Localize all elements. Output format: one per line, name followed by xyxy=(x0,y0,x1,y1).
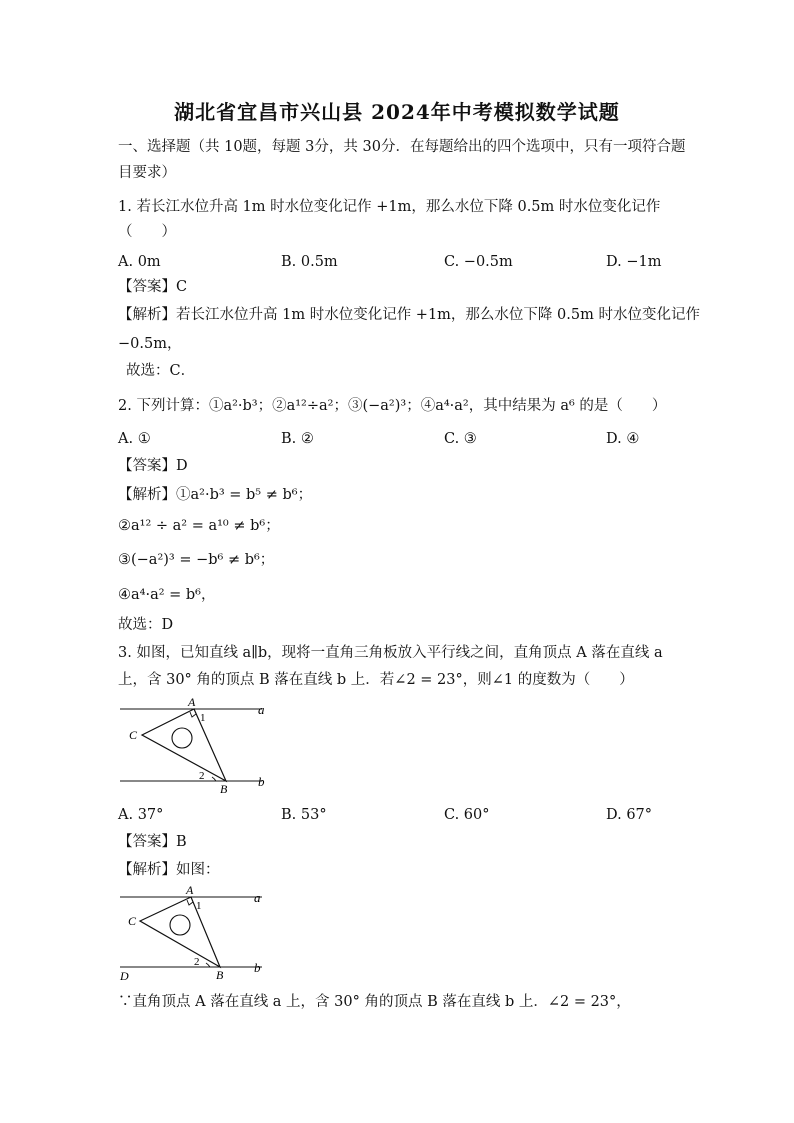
q3-analysis-line1: 【解析】如图： xyxy=(118,862,220,878)
q2-option-b: B. ② xyxy=(281,431,314,447)
label-vertex-b: B xyxy=(216,968,224,982)
q2-analysis-line3: ③(−a²)³ = −b⁶ ≠ b⁶； xyxy=(118,552,275,568)
label-vertex-c: C xyxy=(128,914,137,928)
q1-stem: 1. 若长江水位升高 1m 时水位变化记作 +1m，那么水位下降 0.5m 时水位变化记作 xyxy=(118,199,661,215)
label-point-d: D xyxy=(120,969,129,982)
q1-answer: 【答案】C xyxy=(118,279,188,295)
q1-analysis-line1: 【解析】若长江水位升高 1m 时水位变化记作 +1m，那么水位下降 0.5m 时水位变化记作 xyxy=(118,307,700,323)
q3-stem-line2: 上，含 30° 角的顶点 B 落在直线 b 上．若∠2 = 23°，则∠1 的度数为（ ） xyxy=(118,672,634,688)
label-vertex-a: A xyxy=(188,695,196,709)
q1-option-d: D. −1m xyxy=(606,254,662,270)
section-instructions-line1: 一、选择题（共 10题，每题 3分，共 30分．在每题给出的四个选项中，只有一项符合题 xyxy=(118,139,686,155)
q2-option-d: D. ④ xyxy=(606,431,640,447)
q2-conclusion: 故选：D xyxy=(118,617,174,633)
label-angle-2: 2 xyxy=(199,770,205,782)
q3-analysis-line2: ∵直角顶点 A 落在直线 a 上，含 30° 角的顶点 B 落在直线 b 上．∠2 = 23°， xyxy=(118,994,631,1010)
label-line-a: a xyxy=(258,702,265,717)
label-angle-1: 1 xyxy=(196,900,202,912)
q2-answer: 【答案】D xyxy=(118,458,188,474)
q2-analysis-line1: 【解析】①a²·b³ = b⁵ ≠ b⁶； xyxy=(118,487,313,503)
q3-analysis-figure xyxy=(112,882,282,982)
q2-analysis-line2: ②a¹² ÷ a² = a¹⁰ ≠ b⁶； xyxy=(118,518,280,534)
q3-option-b: B. 53° xyxy=(281,807,327,823)
page-title: 湖北省宜昌市兴山县 2024年中考模拟数学试题 xyxy=(174,100,620,124)
label-angle-1: 1 xyxy=(200,712,206,724)
q3-figure xyxy=(112,692,282,798)
q2-stem: 2. 下列计算：①a²·b³；②a¹²÷a²；③(−a²)³；④a⁴·a²，其中结果为 a⁶ 的是（ ） xyxy=(118,398,667,414)
q1-analysis-line2: −0.5m， xyxy=(118,336,182,352)
label-angle-2: 2 xyxy=(194,956,200,968)
q1-option-b: B. 0.5m xyxy=(281,254,338,270)
q3-answer: 【答案】B xyxy=(118,834,187,850)
q3-option-c: C. 60° xyxy=(444,807,490,823)
q3-stem-line1: 3. 如图，已知直线 a∥b，现将一直角三角板放入平行线之间，直角顶点 A 落在直线 a xyxy=(118,645,663,661)
label-line-b: b xyxy=(258,774,265,789)
q1-stem-bracket: （ ） xyxy=(118,224,176,240)
q2-option-a: A. ① xyxy=(118,431,151,447)
q3-option-a: A. 37° xyxy=(118,807,164,823)
label-line-a: a xyxy=(254,890,261,905)
q1-option-c: C. −0.5m xyxy=(444,254,513,270)
q3-option-d: D. 67° xyxy=(606,807,653,823)
q2-option-c: C. ③ xyxy=(444,431,477,447)
section-instructions-line2: 目要求） xyxy=(118,165,176,181)
q2-analysis-line4: ④a⁴·a² = b⁶， xyxy=(118,587,216,603)
label-vertex-c: C xyxy=(129,728,138,742)
label-line-b: b xyxy=(254,960,261,975)
q1-option-a: A. 0m xyxy=(118,254,161,270)
label-vertex-b: B xyxy=(220,782,228,796)
label-vertex-a: A xyxy=(186,883,194,897)
q1-conclusion: 故选：C． xyxy=(126,363,196,379)
